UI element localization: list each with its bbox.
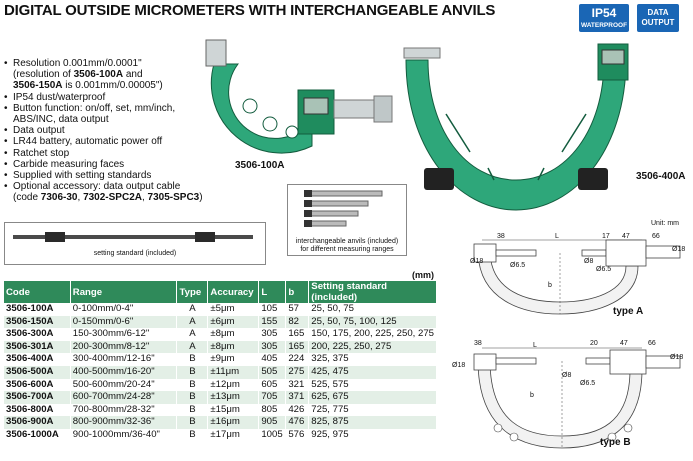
feature-item: • Ratchet stop — [4, 148, 209, 159]
dim-a-d65-right: Ø6.5 — [596, 266, 612, 273]
table-row — [4, 341, 437, 354]
cell-b: 165 — [286, 328, 309, 341]
ip54-badge-sub: WATERPROOF — [580, 22, 628, 29]
dim-a-47: 47 — [622, 233, 630, 240]
cell-range: 200-300mm/8-12" — [70, 341, 177, 354]
cell-setting: 325, 375 — [309, 353, 437, 366]
dim-b-d8: Ø8 — [562, 372, 572, 379]
feature-item: • Button function: on/off, set, mm/inch, — [4, 103, 209, 114]
cell-setting: 625, 675 — [309, 391, 437, 404]
anvils-image — [288, 187, 406, 237]
type-a-drawing — [452, 230, 690, 320]
cell-accuracy: ±15μm — [208, 404, 259, 417]
feature-item: • Data output — [4, 125, 209, 136]
col-header-l: L — [259, 281, 286, 303]
cell-l: 305 — [259, 341, 286, 354]
cell-setting: 200, 225, 250, 275 — [309, 341, 437, 354]
cell-b: 82 — [286, 316, 309, 329]
table-unit-label: (mm) — [412, 270, 434, 280]
cell-range: 500-600mm/20-24" — [70, 379, 177, 392]
dim-b-d65: Ø6.5 — [580, 380, 596, 387]
dim-a-17: 17 — [602, 233, 610, 240]
feature-item: (code 7306-30, 7302-SPC2A, 7305-SPC3) — [13, 192, 203, 204]
cell-b: 426 — [286, 404, 309, 417]
cell-l: 155 — [259, 316, 286, 329]
features-list — [4, 58, 209, 204]
dim-a-d18-left: Ø18 — [470, 258, 484, 265]
cell-code: 3506-300A — [4, 328, 70, 341]
col-header-accuracy: Accuracy — [208, 281, 259, 303]
table-row — [4, 353, 437, 366]
cell-accuracy: ±11μm — [208, 366, 259, 379]
cell-type: B — [177, 379, 208, 392]
cell-type: A — [177, 303, 208, 316]
cell-l: 605 — [259, 379, 286, 392]
feature-item: 3506-150A is 0.001mm/0.00005") — [13, 80, 163, 92]
cell-accuracy: ±16μm — [208, 416, 259, 429]
cell-type: B — [177, 353, 208, 366]
feature-item: • Optional accessory: data output cable — [4, 181, 209, 192]
cell-type: B — [177, 391, 208, 404]
dim-a-38: 38 — [497, 233, 505, 240]
cell-accuracy: ±17μm — [208, 429, 259, 442]
table-row — [4, 328, 437, 341]
cell-range: 0-150mm/0-6" — [70, 316, 177, 329]
cell-accuracy: ±8μm — [208, 341, 259, 354]
small-model-label: 3506-100A — [235, 160, 285, 171]
type-b-label: type B — [600, 437, 631, 448]
dim-b-d18-left: Ø18 — [452, 362, 466, 369]
dim-b-66: 66 — [648, 340, 656, 347]
cell-type: A — [177, 316, 208, 329]
ip54-badge-main: IP54 — [591, 6, 617, 20]
anvils-box — [287, 184, 407, 256]
cell-setting: 25, 50, 75 — [309, 303, 437, 316]
col-header-setting: Setting standard (included) — [309, 281, 437, 303]
cell-b: 576 — [286, 429, 309, 442]
col-header-b: b — [286, 281, 309, 303]
dim-b-b: b — [530, 392, 534, 399]
cell-range: 900-1000mm/36-40" — [70, 429, 177, 442]
table-row — [4, 379, 437, 392]
data-output-badge-line2: OUTPUT — [641, 18, 675, 27]
cell-l: 105 — [259, 303, 286, 316]
cell-code: 3506-301A — [4, 341, 70, 354]
cell-type: B — [177, 416, 208, 429]
cell-l: 705 — [259, 391, 286, 404]
col-header-code: Code — [4, 281, 70, 303]
cell-type: B — [177, 429, 208, 442]
cell-code: 3506-700A — [4, 391, 70, 404]
cell-setting: 525, 575 — [309, 379, 437, 392]
cell-code: 3506-400A — [4, 353, 70, 366]
table-row — [4, 391, 437, 404]
table-row — [4, 366, 437, 379]
dim-a-d18-right: Ø18 — [672, 246, 686, 253]
cell-code: 3506-900A — [4, 416, 70, 429]
cell-code: 3506-600A — [4, 379, 70, 392]
setting-standard-caption: setting standard (included) — [93, 250, 177, 257]
cell-l: 505 — [259, 366, 286, 379]
cell-l: 305 — [259, 328, 286, 341]
cell-accuracy: ±6μm — [208, 316, 259, 329]
cell-l: 905 — [259, 416, 286, 429]
table-row — [4, 404, 437, 417]
cell-b: 321 — [286, 379, 309, 392]
page-title: DIGITAL OUTSIDE MICROMETERS WITH INTERCHANGEABLE ANVILS — [4, 2, 496, 19]
dim-a-66: 66 — [652, 233, 660, 240]
diagram-unit-label: Unit: mm — [651, 220, 679, 227]
feature-item: (resolution of 3506-100A and — [13, 69, 143, 81]
cell-l: 1005 — [259, 429, 286, 442]
dim-b-l: L — [533, 342, 537, 349]
type-b-drawing — [452, 340, 690, 455]
type-a-label: type A — [613, 306, 644, 317]
cell-setting: 150, 175, 200, 225, 250, 275 — [309, 328, 437, 341]
cell-b: 275 — [286, 366, 309, 379]
cell-code: 3506-100A — [4, 303, 70, 316]
cell-code: 3506-150A — [4, 316, 70, 329]
cell-code: 3506-1000A — [4, 429, 70, 442]
cell-accuracy: ±13μm — [208, 391, 259, 404]
cell-type: A — [177, 341, 208, 354]
cell-l: 405 — [259, 353, 286, 366]
setting-standard-rod — [5, 227, 265, 247]
table-row — [4, 316, 437, 329]
cell-setting: 25, 50, 75, 100, 125 — [309, 316, 437, 329]
dim-b-38: 38 — [474, 340, 482, 347]
setting-standard-box — [4, 222, 266, 265]
cell-range: 700-800mm/28-32" — [70, 404, 177, 417]
dim-a-d65-left: Ø6.5 — [510, 262, 526, 269]
feature-item: • Resolution 0.001mm/0.0001" — [4, 58, 209, 69]
small-micrometer-illustration — [200, 36, 400, 156]
cell-accuracy: ±5μm — [208, 303, 259, 316]
feature-item: • Supplied with setting standards — [4, 170, 209, 181]
cell-b: 57 — [286, 303, 309, 316]
ip54-badge — [579, 4, 629, 32]
large-model-label: 3506-400A — [636, 171, 686, 182]
table-row — [4, 416, 437, 429]
cell-setting: 425, 475 — [309, 366, 437, 379]
cell-range: 800-900mm/32-36" — [70, 416, 177, 429]
cell-code: 3506-800A — [4, 404, 70, 417]
cell-accuracy: ±12μm — [208, 379, 259, 392]
cell-setting: 725, 775 — [309, 404, 437, 417]
cell-type: A — [177, 328, 208, 341]
dim-a-d8: Ø8 — [584, 258, 594, 265]
cell-b: 224 — [286, 353, 309, 366]
anvils-caption-line2: for different measuring ranges — [300, 246, 394, 253]
table-header-row — [4, 281, 437, 303]
anvils-caption-line1: interchangeable anvils (included) — [295, 238, 399, 245]
data-output-badge — [637, 4, 679, 32]
cell-range: 150-300mm/6-12" — [70, 328, 177, 341]
cell-b: 165 — [286, 341, 309, 354]
feature-item: ABS/INC, data output — [13, 114, 109, 126]
table-row — [4, 303, 437, 316]
dim-a-l: L — [555, 233, 559, 240]
dim-b-47: 47 — [620, 340, 628, 347]
spec-table — [4, 281, 437, 442]
cell-type: B — [177, 366, 208, 379]
data-output-badge-line1: DATA — [647, 8, 669, 17]
cell-range: 400-500mm/16-20" — [70, 366, 177, 379]
cell-code: 3506-500A — [4, 366, 70, 379]
cell-range: 0-100mm/0-4" — [70, 303, 177, 316]
cell-l: 805 — [259, 404, 286, 417]
cell-type: B — [177, 404, 208, 417]
table-row — [4, 429, 437, 442]
dim-b-d18-right: Ø18 — [670, 354, 684, 361]
cell-range: 300-400mm/12-16" — [70, 353, 177, 366]
feature-item: • LR44 battery, automatic power off — [4, 136, 209, 147]
cell-b: 371 — [286, 391, 309, 404]
cell-accuracy: ±9μm — [208, 353, 259, 366]
feature-item: • IP54 dust/waterproof — [4, 92, 209, 103]
dim-a-b: b — [548, 282, 552, 289]
feature-item: • Carbide measuring faces — [4, 159, 209, 170]
cell-accuracy: ±8μm — [208, 328, 259, 341]
cell-setting: 925, 975 — [309, 429, 437, 442]
col-header-range: Range — [70, 281, 177, 303]
cell-range: 600-700mm/24-28" — [70, 391, 177, 404]
dim-b-20: 20 — [590, 340, 598, 347]
cell-b: 476 — [286, 416, 309, 429]
large-micrometer-illustration — [398, 40, 633, 220]
cell-setting: 825, 875 — [309, 416, 437, 429]
col-header-type: Type — [177, 281, 208, 303]
